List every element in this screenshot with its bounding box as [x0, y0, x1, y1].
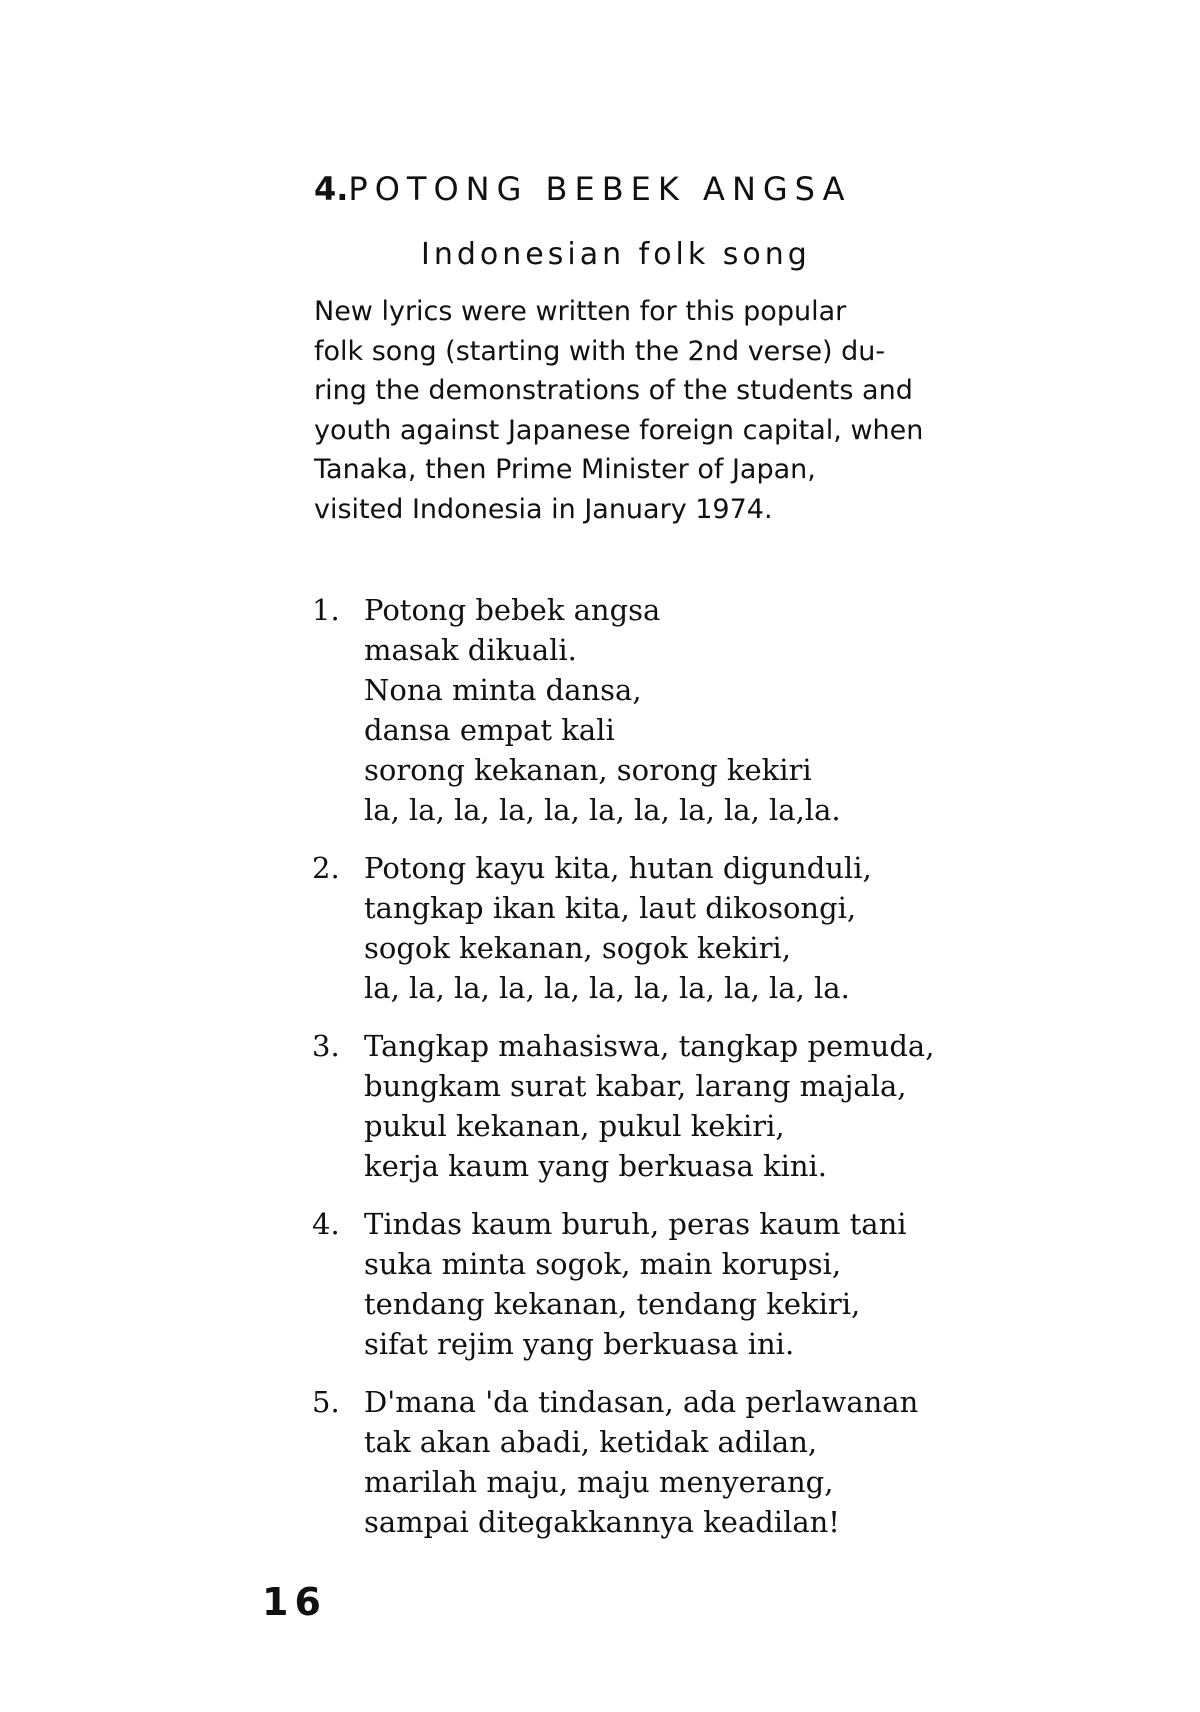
- verse-lines: [364, 848, 872, 1008]
- lyrics: [312, 590, 1072, 1560]
- intro-line: youth against Japanese foreign capital, when: [314, 414, 924, 446]
- verse-line: la, la, la, la, la, la, la, la, la, la, la.: [364, 971, 850, 1005]
- intro-line: Tanaka, then Prime Minister of Japan,: [314, 454, 816, 485]
- verse-1: [312, 590, 1072, 830]
- verse-line: D'mana 'da tindasan, ada perlawanan: [364, 1385, 919, 1419]
- verse-line: tak akan abadi, ketidak adilan,: [364, 1425, 818, 1459]
- verse-line: tendang kekanan, tendang kekiri,: [364, 1287, 861, 1321]
- verse-line: sogok kekanan, sogok kekiri,: [364, 931, 791, 965]
- verse-line: Tangkap mahasiswa, tangkap pemuda,: [364, 1029, 935, 1063]
- intro-line: folk song (starting with the 2nd verse) du-: [314, 335, 886, 367]
- verse-line: bungkam surat kabar, larang majala,: [364, 1069, 907, 1103]
- verse-4: [312, 1204, 1072, 1364]
- verse-line: Potong bebek angsa: [364, 593, 661, 627]
- verse-line: kerja kaum yang berkuasa kini.: [364, 1149, 828, 1183]
- verse-2: [312, 848, 1072, 1008]
- verse-line: Nona minta dansa,: [364, 673, 642, 707]
- verse-lines: [364, 1204, 907, 1364]
- verse-line: la, la, la, la, la, la, la, la, la, la,la.: [364, 793, 841, 827]
- verse-line: sorong kekanan, sorong kekiri: [364, 753, 812, 787]
- page-number: 16: [262, 1580, 327, 1624]
- intro-line: ring the demonstrations of the students and: [314, 375, 913, 406]
- verse-line: Potong kayu kita, hutan digunduli,: [364, 851, 872, 885]
- verse-5: [312, 1382, 1072, 1542]
- song-title-text: POTONG BEBEK ANGSA: [348, 170, 852, 208]
- verse-line: masak dikuali.: [364, 633, 577, 667]
- verse-line: sifat rejim yang berkuasa ini.: [364, 1327, 795, 1361]
- intro-line: New lyrics were written for this popular: [314, 296, 847, 327]
- verse-line: dansa empat kali: [364, 713, 615, 747]
- verse-line: sampai ditegakkannya keadilan!: [364, 1505, 840, 1539]
- song-title: [314, 170, 851, 208]
- intro-line: visited Indonesia in January 1974.: [314, 493, 773, 525]
- verse-number: 4.: [312, 1207, 340, 1241]
- verse-line: pukul kekanan, pukul kekiri,: [364, 1109, 785, 1143]
- verse-line: Tindas kaum buruh, peras kaum tani: [364, 1207, 907, 1241]
- verse-number: 1.: [312, 593, 340, 627]
- verse-number: 2.: [312, 851, 340, 885]
- song-number: 4.: [314, 170, 349, 208]
- verse-line: marilah maju, maju menyerang,: [364, 1465, 834, 1499]
- verse-line: tangkap ikan kita, laut dikosongi,: [364, 891, 857, 925]
- song-subtitle: Indonesian folk song: [421, 237, 811, 272]
- verse-lines: [364, 1026, 934, 1186]
- verse-line: suka minta sogok, main korupsi,: [364, 1247, 842, 1281]
- verse-number: 3.: [312, 1029, 340, 1063]
- intro-paragraph: [314, 292, 1094, 529]
- verse-lines: [364, 1382, 918, 1542]
- verse-3: [312, 1026, 1072, 1186]
- verse-lines: [364, 590, 841, 830]
- verse-number: 5.: [312, 1385, 340, 1419]
